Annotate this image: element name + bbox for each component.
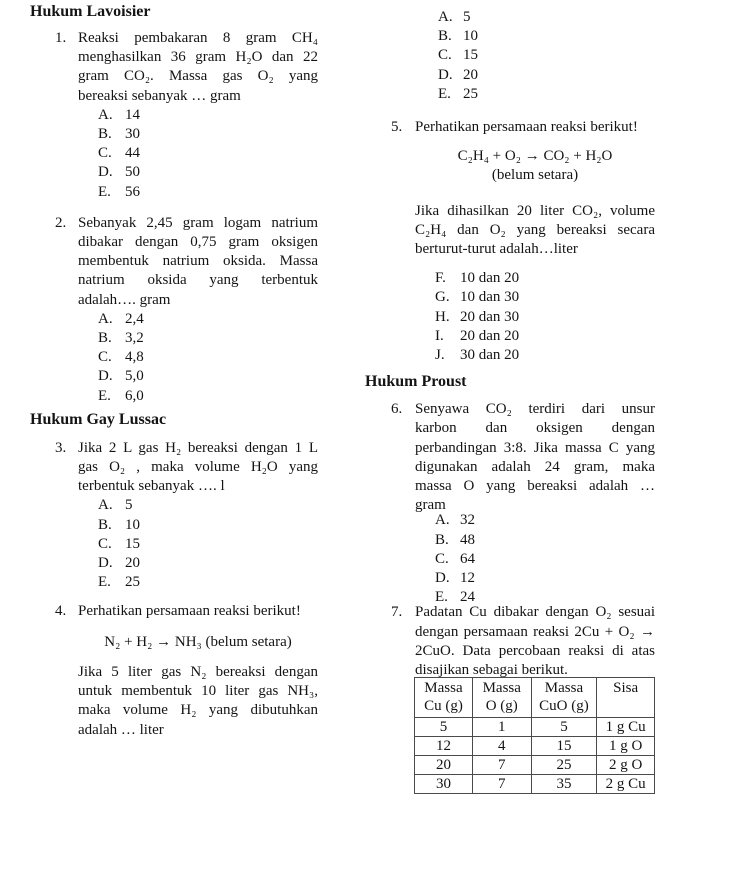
question-7: [365, 603, 695, 794]
question-2-line: Sebanyak 2,45 gram logam natrium: [78, 214, 318, 231]
option-value: 25: [463, 85, 478, 102]
option-letter: E.: [438, 85, 451, 102]
table-cell: 25: [531, 756, 597, 775]
table-header-text: Cu (g): [424, 698, 463, 715]
section-heading-lavoisier: Hukum Lavoisier: [30, 3, 151, 20]
option-row: [98, 183, 318, 202]
option-value: 4,8: [125, 349, 144, 366]
question-6-line: perbandingan 3:8. Jika massa C yang: [415, 439, 655, 456]
option-letter: B.: [98, 126, 112, 143]
table-header-cell: [597, 678, 655, 718]
option-row: [98, 387, 318, 406]
question-6-line: Senyawa CO₂ terdiri dari unsur: [415, 401, 655, 418]
option-letter: H.: [435, 308, 450, 325]
question-1-line: bereaksi sebanyak … gram: [78, 87, 241, 104]
option-letter: D.: [435, 570, 450, 587]
option-value: 24: [460, 589, 475, 606]
question-2-line: natrium oksida yang terbentuk: [78, 272, 318, 289]
option-value: 12: [460, 570, 475, 587]
option-letter: B.: [98, 516, 112, 533]
option-letter: D.: [98, 368, 113, 385]
question-5-line: C₂H₄ dan O₂ yang bereaksi secara: [415, 221, 655, 238]
option-row: [98, 535, 318, 554]
option-row: [98, 573, 318, 592]
question-6-line: gram: [415, 497, 446, 514]
option-letter: E.: [98, 387, 111, 404]
option-row: [435, 569, 655, 588]
table-row: [415, 737, 655, 756]
option-value: 20: [125, 555, 140, 572]
option-row: [435, 511, 655, 530]
option-row: [98, 348, 318, 367]
question-5-line: Jika dihasilkan 20 liter CO₂, volume: [415, 202, 655, 219]
option-letter: G.: [435, 289, 450, 306]
option-value: 20: [463, 66, 478, 83]
option-value: 5,0: [125, 368, 144, 385]
option-value: 10: [463, 28, 478, 45]
question-6-line: massa O yang bereaksi adalah …: [415, 478, 655, 495]
option-value: 6,0: [125, 387, 144, 404]
question-3: [30, 439, 335, 593]
option-row: [98, 367, 318, 386]
option-value: 14: [125, 106, 140, 123]
table-cell: 5: [415, 718, 473, 737]
table-cell: 5: [531, 718, 597, 737]
option-letter: A.: [98, 106, 113, 123]
question-6-line: digunakan adalah 24 gram, maka: [415, 458, 655, 475]
question-2-number: 2.: [55, 214, 67, 231]
table-cell: 1 g O: [597, 737, 655, 756]
question-2-line: membentuk natrium oksida. Massa: [78, 253, 318, 270]
equation-c2h4-o2: C₂H₄ + O₂ → CO₂ + H₂O: [457, 148, 613, 165]
question-7-number: 7.: [391, 604, 403, 621]
option-letter: C.: [435, 550, 449, 567]
option-row: [98, 554, 318, 573]
option-row: [98, 310, 318, 329]
option-row: [435, 346, 655, 365]
option-row: [98, 329, 318, 348]
option-row: [435, 327, 655, 346]
question-6-line: karbon dan oksigen dengan: [415, 420, 655, 437]
option-value: 20 dan 20: [460, 327, 520, 344]
question-4-number: 4.: [55, 603, 67, 620]
table-cell: 30: [415, 775, 473, 794]
option-row: [438, 46, 695, 65]
question-5-intro: Perhatikan persamaan reaksi berikut!: [415, 119, 638, 136]
experiment-data-table: [414, 677, 655, 794]
table-cell: 15: [531, 737, 597, 756]
question-5-line: berturut-turut adalah…liter: [415, 241, 578, 258]
question-7-line: 2CuO. Data percobaan reaksi di atas: [415, 642, 655, 659]
option-letter: E.: [435, 589, 448, 606]
option-value: 64: [460, 550, 475, 567]
option-value: 50: [125, 164, 140, 181]
option-letter: A.: [438, 9, 453, 25]
option-letter: C.: [98, 535, 112, 552]
option-letter: A.: [98, 497, 113, 514]
question-2-options: [78, 310, 318, 406]
option-value: 15: [463, 47, 478, 64]
option-row: [98, 496, 318, 515]
option-row: [98, 144, 318, 163]
question-4: [30, 602, 335, 739]
question-4-line: maka volume H₂ yang dibutuhkan: [78, 702, 318, 719]
option-value: 10 dan 30: [460, 289, 520, 306]
question-3-line: gas O₂ , maka volume H₂O yang: [78, 459, 318, 476]
option-value: 3,2: [125, 330, 144, 347]
option-value: 5: [125, 497, 133, 514]
option-value: 15: [125, 535, 140, 552]
option-row: [98, 125, 318, 144]
option-letter: B.: [438, 28, 452, 45]
table-header-text: Massa: [424, 680, 463, 697]
question-6-number: 6.: [391, 401, 403, 418]
table-row: [415, 718, 655, 737]
option-value: 10 dan 20: [460, 270, 520, 287]
question-6-options: [415, 511, 655, 607]
question-3-line: Jika 2 L gas H₂ bereaksi dengan 1 L: [78, 439, 318, 456]
table-cell: 35: [531, 775, 597, 794]
option-row: [435, 531, 655, 550]
question-4-line: untuk membentuk 10 liter gas NH₃,: [78, 683, 318, 700]
option-row: [438, 85, 695, 104]
option-letter: B.: [435, 531, 449, 548]
option-row: [98, 516, 318, 535]
option-letter: A.: [435, 512, 450, 529]
option-letter: D.: [438, 66, 453, 83]
table-cell: 12: [415, 737, 473, 756]
option-letter: D.: [98, 164, 113, 181]
question-6: [365, 400, 695, 607]
question-1-line: menghasilkan 36 gram H₂O dan 22: [78, 49, 318, 66]
table-cell: 7: [472, 756, 531, 775]
question-7-line: Padatan Cu dibakar dengan O₂ sesuai: [415, 604, 655, 621]
column-right: [365, 0, 695, 794]
table-row: [415, 756, 655, 775]
question-7-line: disajikan sebagai berikut.: [415, 662, 568, 679]
question-4-intro: Perhatikan persamaan reaksi berikut!: [78, 603, 301, 620]
option-letter: F.: [435, 270, 446, 287]
question-7-line: dengan persamaan reaksi 2Cu + O₂ →: [415, 623, 655, 640]
option-value: 44: [125, 145, 140, 162]
option-value: 48: [460, 531, 475, 548]
question-3-number: 3.: [55, 439, 67, 456]
question-4-line: adalah … liter: [78, 721, 164, 738]
option-letter: A.: [98, 310, 113, 327]
option-letter: I.: [435, 327, 444, 344]
option-value: 20 dan 30: [460, 308, 520, 325]
option-row: [438, 66, 695, 85]
option-row: [435, 269, 655, 288]
equation-note: (belum setara): [491, 167, 579, 184]
table-row: [415, 775, 655, 794]
table-header-row: [415, 678, 655, 718]
question-3-options: [78, 496, 318, 592]
table-cell: 7: [472, 775, 531, 794]
option-value: 2,4: [125, 310, 144, 327]
option-row: [98, 163, 318, 182]
question-1-line: gram CO₂. Massa gas O₂ yang: [78, 68, 318, 85]
table-cell: 1: [472, 718, 531, 737]
question-5-options: [415, 269, 655, 365]
option-letter: C.: [438, 47, 452, 64]
table-header-text: Sisa: [613, 680, 639, 697]
option-row: [98, 106, 318, 125]
option-value: 25: [125, 574, 140, 591]
option-value: 5: [463, 9, 471, 25]
table-cell: 2 g O: [597, 756, 655, 775]
option-value: 30: [125, 126, 140, 143]
table-header-cell: [472, 678, 531, 718]
table-cell: 4: [472, 737, 531, 756]
table-cell: 2 g Cu: [597, 775, 655, 794]
table-cell: 1 g Cu: [597, 718, 655, 737]
question-1-line: Reaksi pembakaran 8 gram CH₄: [78, 30, 318, 46]
question-3-line: terbentuk sebanyak …. l: [78, 478, 225, 495]
table-header-text: Massa: [482, 680, 521, 697]
option-row: [438, 8, 695, 27]
table-header-cell: [415, 678, 473, 718]
table-header-text: CuO (g): [539, 698, 589, 715]
question-1-number: 1.: [55, 30, 67, 46]
question-2: [30, 214, 335, 406]
question-2-line: adalah…. gram: [78, 291, 171, 308]
table-header-cell: [531, 678, 597, 718]
question-4-line: Jika 5 liter gas N₂ bereaksi dengan: [78, 663, 318, 680]
question-5-number: 5.: [391, 119, 403, 136]
option-row: [435, 288, 655, 307]
equation-n2-h2-nh3: N₂ + H₂ → NH₃ (belum setara): [104, 633, 292, 650]
question-5: [365, 118, 695, 365]
option-value: 32: [460, 512, 475, 529]
section-heading-proust: Hukum Proust: [365, 373, 467, 391]
question-4-options: [438, 8, 695, 104]
option-letter: C.: [98, 145, 112, 162]
option-letter: D.: [98, 555, 113, 572]
question-1: [30, 29, 335, 202]
option-value: 30 dan 20: [460, 347, 520, 364]
option-value: 10: [125, 516, 140, 533]
table-header-text: Massa: [544, 680, 584, 697]
option-letter: C.: [98, 349, 112, 366]
table-header-text: O (g): [485, 698, 518, 715]
question-2-line: dibakar dengan 0,75 gram oksigen: [78, 234, 318, 251]
option-letter: E.: [98, 183, 111, 200]
option-row: [435, 308, 655, 327]
section-heading-gay-lussac: Hukum Gay Lussac: [30, 410, 167, 428]
question-1-options: [78, 106, 318, 202]
table-cell: 20: [415, 756, 473, 775]
option-letter: E.: [98, 574, 111, 591]
option-value: 56: [125, 183, 140, 200]
option-row: [438, 27, 695, 46]
option-row: [435, 550, 655, 569]
option-letter: J.: [435, 347, 445, 364]
option-letter: B.: [98, 330, 112, 347]
column-left: [30, 0, 335, 740]
